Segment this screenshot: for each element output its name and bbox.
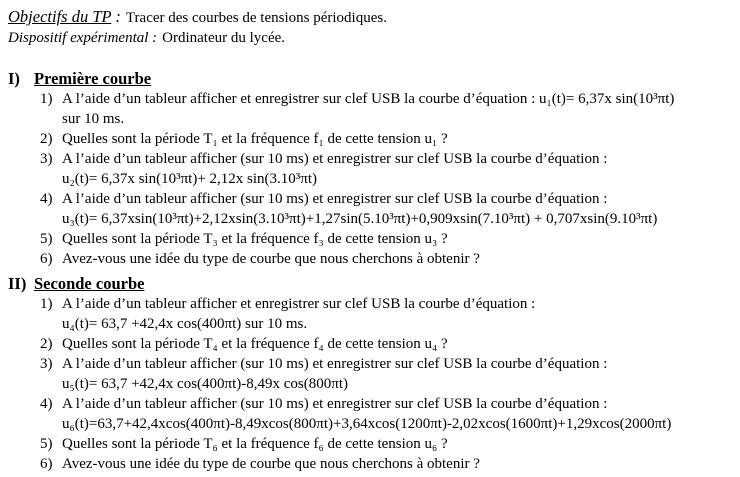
objectives-separator: : bbox=[111, 7, 121, 26]
item-equation: u₅(t)= 63,7 +42,4x cos(400πt)-8,49x cos(800πt) bbox=[62, 376, 349, 392]
item-equation: u₄(t)= 63,7 +42,4x cos(400πt) sur 10 ms. bbox=[62, 316, 308, 332]
item-text: A l’aide d’un tableur afficher (sur 10 ms) et enregistrer sur clef USB la courbe d’équation : bbox=[62, 191, 608, 207]
device-label: Dispositif expérimental : bbox=[8, 30, 158, 46]
item-number: 1) bbox=[40, 296, 53, 312]
list-item bbox=[0, 294, 740, 334]
device-text: Ordinateur du lycée. bbox=[162, 30, 286, 46]
intro-block bbox=[8, 0, 740, 48]
item-number: 3) bbox=[40, 356, 53, 372]
item-number: 2) bbox=[40, 131, 53, 147]
item-text: A l’aide d’un tableur afficher et enregistrer sur clef USB la courbe d’équation : bbox=[62, 296, 536, 312]
item-text: A l’aide d’un tableur afficher (sur 10 ms) et enregistrer sur clef USB la courbe d’équation : bbox=[62, 356, 608, 372]
section-seconde-courbe bbox=[0, 274, 740, 474]
list-item bbox=[0, 434, 740, 454]
item-number: 1) bbox=[40, 91, 53, 107]
list-item bbox=[0, 189, 740, 229]
device-line bbox=[8, 28, 740, 48]
item-number: 5) bbox=[40, 436, 53, 452]
item-equation: u₃(t)= 6,37xsin(10³πt)+2,12xsin(3.10³πt)+1,27sin(5.10³πt)+0,909xsin(7.10³πt) + 0,707xsin(9.10³πt) bbox=[62, 211, 658, 227]
item-text: Avez-vous une idée du type de courbe que nous cherchons à obtenir ? bbox=[62, 456, 480, 472]
item-number: 4) bbox=[40, 191, 53, 207]
objectives-line bbox=[8, 7, 740, 28]
item-equation: u₂(t)= 6,37x sin(10³πt)+ 2,12x sin(3.10³πt) bbox=[62, 171, 318, 187]
item-text: A l’aide d’un tableur afficher et enregistrer sur clef USB la courbe d’équation : u₁(t)= 6,37x sin(10³πt) bbox=[62, 91, 675, 107]
item-number: 2) bbox=[40, 336, 53, 352]
list-item bbox=[0, 454, 740, 474]
item-equation: u₆(t)=63,7+42,4xcos(400πt)-8,49xcos(800πt)+3,64xcos(1200πt)-2,02xcos(1600πt)+1,29xcos(2000πt) bbox=[62, 416, 672, 432]
item-number: 5) bbox=[40, 231, 53, 247]
section-heading bbox=[0, 69, 740, 89]
section-heading bbox=[0, 274, 740, 294]
list-item bbox=[0, 354, 740, 394]
list-item bbox=[0, 129, 740, 149]
section-title: Seconde courbe bbox=[34, 274, 145, 293]
list-item bbox=[0, 89, 740, 129]
item-text: Quelles sont la période T₄ et la fréquence f₄ de cette tension u₄ ? bbox=[62, 336, 448, 352]
item-number: 4) bbox=[40, 396, 53, 412]
item-text: A l’aide d’un tableur afficher (sur 10 ms) et enregistrer sur clef USB la courbe d’équation : bbox=[62, 396, 608, 412]
item-text: A l’aide d’un tableur afficher (sur 10 ms) et enregistrer sur clef USB la courbe d’équation : bbox=[62, 151, 608, 167]
objectives-label: Objectifs du TP bbox=[8, 7, 112, 26]
list-item bbox=[0, 394, 740, 434]
list-item bbox=[0, 149, 740, 189]
list-item bbox=[0, 249, 740, 269]
item-continuation: sur 10 ms. bbox=[62, 111, 125, 127]
section-numeral: I) bbox=[8, 69, 20, 88]
section-numeral: II) bbox=[8, 274, 27, 293]
item-text: Avez-vous une idée du type de courbe que nous cherchons à obtenir ? bbox=[62, 251, 480, 267]
item-number: 6) bbox=[40, 251, 53, 267]
section-premiere-courbe bbox=[0, 69, 740, 269]
item-text: Quelles sont la période T₆ et la fréquence f₆ de cette tension u₆ ? bbox=[62, 436, 448, 452]
item-number: 3) bbox=[40, 151, 53, 167]
section-title: Première courbe bbox=[34, 69, 152, 88]
list-item bbox=[0, 229, 740, 249]
objectives-text: Tracer des courbes de tensions périodiques. bbox=[125, 10, 387, 26]
item-text: Quelles sont la période T₁ et la fréquence f₁ de cette tension u₁ ? bbox=[62, 131, 448, 147]
item-text: Quelles sont la période T₃ et la fréquence f₃ de cette tension u₃ ? bbox=[62, 231, 448, 247]
item-number: 6) bbox=[40, 456, 53, 472]
list-item bbox=[0, 334, 740, 354]
